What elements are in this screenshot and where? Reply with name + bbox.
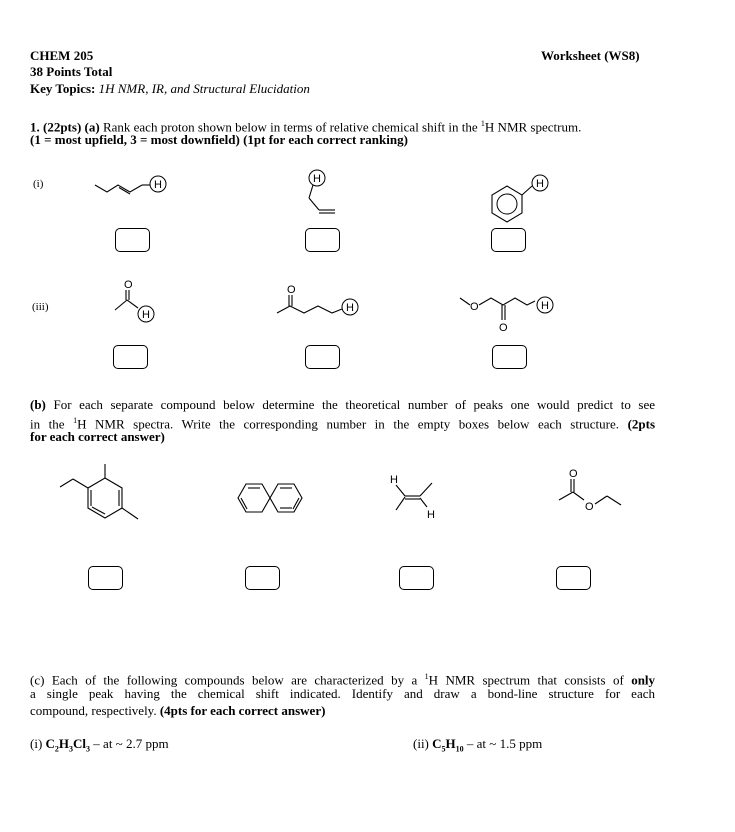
answer-box-1b-1[interactable]: [88, 566, 123, 590]
formula-element: H: [58, 736, 70, 751]
q1b-line2-bold: (2pts: [627, 416, 656, 432]
formula-element: H: [445, 736, 456, 751]
molecule-ketone-chain-h: [270, 282, 380, 322]
formula-c5h10: [432, 736, 464, 754]
q1c-part-ii: [413, 736, 542, 758]
key-topics-value: 1H NMR, IR, and Structural Elucidation: [98, 81, 310, 96]
formula-subscript: 3: [69, 744, 74, 754]
row-label-i: (i): [33, 178, 44, 190]
o-label: O: [585, 501, 594, 513]
molecule-ester: [545, 465, 635, 520]
molecule-naphthalene: [228, 476, 303, 524]
worksheet-title: Worksheet (WS8): [541, 48, 640, 63]
q1b-line1-text: For each separate compound below determine the theoretical number of peaks one would predict to see: [53, 397, 656, 412]
part-ii-shift: – at ~ 1.5 ppm: [466, 736, 543, 751]
answer-box-1b-3[interactable]: [399, 566, 434, 590]
h-label: H: [154, 179, 162, 191]
answer-box-1a-iii-1[interactable]: [113, 345, 148, 369]
q1c-line3-bold: (4pts for each correct answer): [159, 703, 326, 718]
h-label: H: [313, 173, 321, 185]
molecule-ethyl-xylene: [55, 458, 150, 528]
q1c-sup: 1: [424, 672, 429, 681]
key-topics: [30, 81, 310, 97]
formula-subscript: 2: [54, 744, 59, 754]
q1c-line2: a single peak having the chemical shift indicated. Identify and draw a bond-line structure for each: [30, 686, 655, 701]
formula-c2h3cl3: [45, 736, 91, 754]
molecule-allyl-h: [300, 165, 350, 220]
answer-box-1a-i-2[interactable]: [305, 228, 340, 252]
answer-box-1b-2[interactable]: [245, 566, 280, 590]
o-label: O: [569, 468, 578, 480]
q1b-label: (b): [30, 397, 46, 412]
q1a-instruction: (1 = most upfield, 3 = most downfield) (1pt for each correct ranking): [30, 132, 408, 147]
q1a-sup: 1: [480, 119, 485, 128]
molecule-benzene-h: [482, 168, 562, 228]
part-i-shift: – at ~ 2.7 ppm: [93, 736, 169, 751]
h-label: H: [541, 300, 549, 312]
h-label: H: [427, 509, 435, 521]
q1a-number: 1. (22pts) (a): [30, 119, 100, 135]
h-label: H: [142, 309, 150, 321]
q1c-line3: [30, 703, 325, 719]
q1b-line3: for each correct answer): [30, 429, 165, 444]
h-label: H: [390, 474, 398, 486]
formula-element: C: [432, 736, 442, 751]
q1c-line3-a: compound, respectively.: [30, 703, 157, 718]
o-label: O: [287, 284, 296, 296]
q1c-line1-b: H NMR spectrum that consists of: [428, 672, 624, 688]
q1a-text-after: H NMR spectrum.: [484, 119, 582, 135]
h-label: H: [346, 302, 354, 314]
molecule-methoxy-ketone-h: [455, 290, 565, 340]
answer-box-1a-i-1[interactable]: [115, 228, 150, 252]
course-title: CHEM 205: [30, 48, 94, 63]
key-topics-label: Key Topics:: [30, 81, 96, 96]
o-label: O: [124, 279, 133, 291]
formula-subscript: 3: [86, 744, 91, 754]
answer-box-1a-iii-3[interactable]: [492, 345, 527, 369]
molecule-alkene-hh: [385, 470, 450, 525]
q1b-sup: 1: [73, 416, 78, 425]
row-label-iii: (iii): [32, 301, 49, 313]
answer-box-1a-iii-2[interactable]: [305, 345, 340, 369]
o-label: O: [470, 301, 479, 313]
q1c-line1-bold: only: [631, 672, 656, 688]
formula-element: C: [45, 736, 55, 751]
formula-subscript: 10: [455, 744, 464, 754]
q1a-text-before: Rank each proton shown below in terms of relative chemical shift in the: [102, 119, 478, 135]
q1b-line1: [30, 397, 655, 413]
h-label: H: [536, 178, 544, 190]
part-i-label: (i): [30, 736, 43, 751]
answer-box-1b-4[interactable]: [556, 566, 591, 590]
q1c-part-i: [30, 736, 169, 758]
part-ii-label: (ii): [413, 736, 429, 751]
formula-subscript: 5: [441, 744, 446, 754]
o-label: O: [499, 322, 508, 334]
q1c-line1-a: (c) Each of the following compounds below are characterized by a: [30, 672, 418, 688]
points-total: 38 Points Total: [30, 64, 113, 79]
answer-box-1a-i-3[interactable]: [491, 228, 526, 252]
molecule-alkene-h: [90, 170, 180, 200]
formula-element: Cl: [73, 736, 87, 751]
molecule-aldehyde-h: [108, 278, 168, 328]
q1b-line2-b: H NMR spectra. Write the corresponding number in the empty boxes below each structure.: [77, 416, 620, 432]
q1b-line2-a: in the: [30, 416, 65, 432]
